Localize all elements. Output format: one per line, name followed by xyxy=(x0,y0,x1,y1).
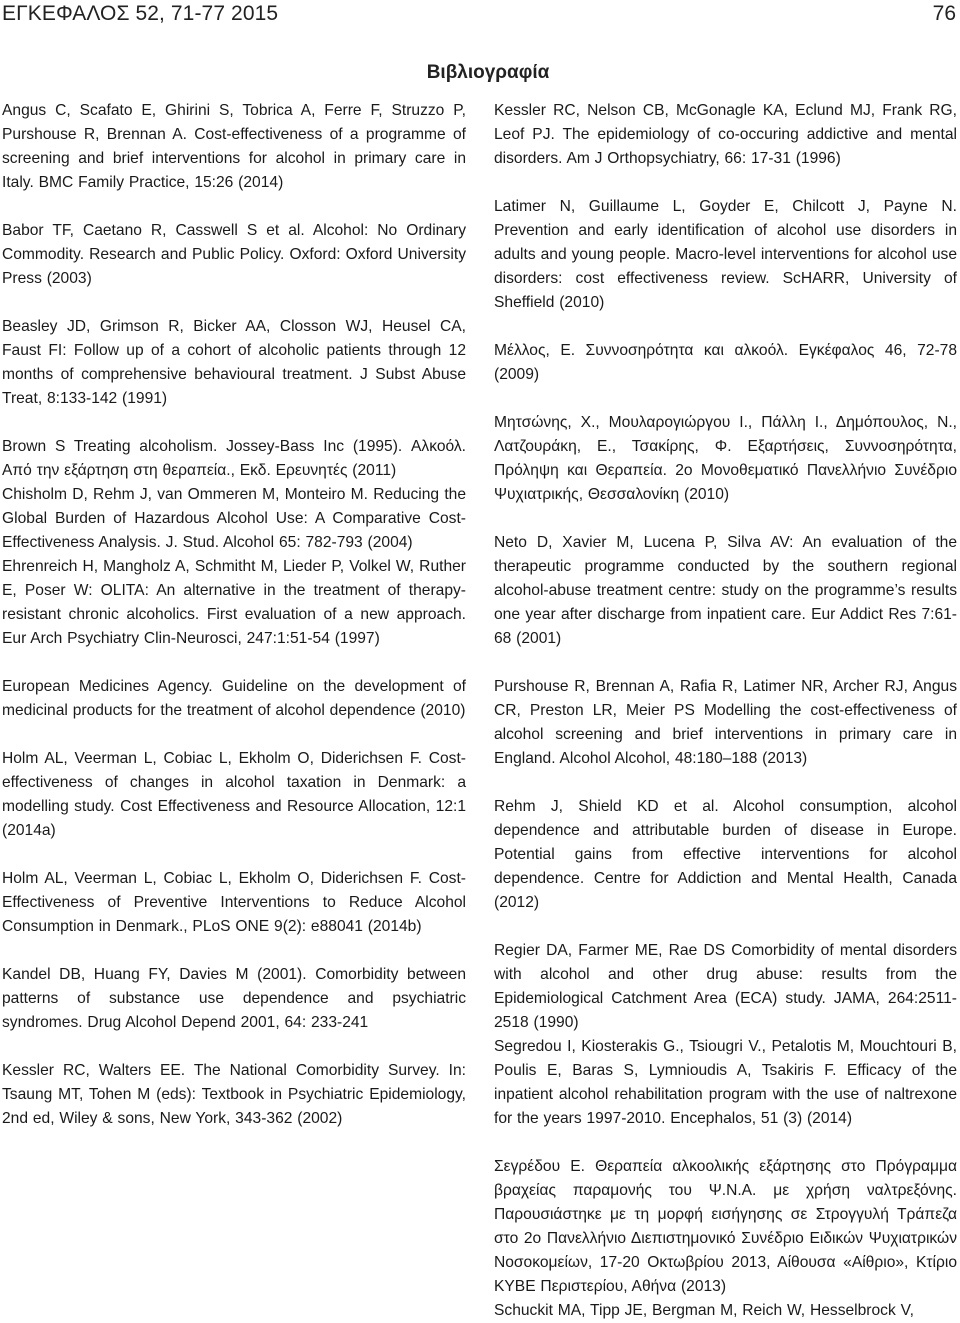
references-right-column xyxy=(494,99,957,1323)
reference-item: Regier DA, Farmer ME, Rae DS Comorbidity of mental disorders with alcohol and other drug abuse: results from the Epidemiological Catchment Area (ECA) study. JAMA, 264:2511-2518 (1990) xyxy=(494,942,957,1031)
reference-item: Kessler RC, Nelson CB, McGonagle KA, Eclund MJ, Frank RG, Leof PJ. The epidemiology of co-occuring addictive and mental disorders. Am J Orthopsychiatry, 66: 17-31 (1996) xyxy=(494,102,957,167)
reference-item: Neto D, Xavier M, Lucena P, Silva AV: An evaluation of the therapeutic programme conducted by the southern regional alcohol-abuse treatment centre: study on the programme’s results one year after discharge from inpatient care. Eur Addict Res 7:61-68 (2001) xyxy=(494,534,957,647)
reference-item: Angus C, Scafato E, Ghirini S, Tobrica A, Ferre F, Struzzo P, Purshouse R, Brennan A. Cost-effectiveness of a programme of screening and brief interventions for alcohol in primary care in Italy. BMC Family Practice, 15:26 (2014) xyxy=(2,102,466,191)
reference-item: Rehm J, Shield KD et al. Alcohol consumption, alcohol dependence and attributable burden of disease in Europe. Potential gains from effective interventions for alcohol dependence. Centre for Addiction and Mental Health, Canada (2012) xyxy=(494,798,957,911)
reference-item: Beasley JD, Grimson R, Bicker AA, Closson WJ, Heusel CA, Faust FI: Follow up of a cohort of alcoholic patients through 12 months of comprehensive behavioural treatment. J Subst Abuse Treat, 8:133-142 (1991) xyxy=(2,318,466,407)
reference-item: European Medicines Agency. Guideline on the development of medicinal products for the treatment of alcohol dependence (2010) xyxy=(2,678,466,719)
reference-item: Purshouse R, Brennan A, Rafia R, Latimer NR, Archer RJ, Angus CR, Preston LR, Meier PS Modelling the cost-effectiveness of alcohol screening and brief interventions in primary care in England. Alcohol Alcohol, 48:180–188 (2013) xyxy=(494,678,957,767)
page-number: 76 xyxy=(932,2,956,25)
reference-item: Segredou I, Kiosterakis G., Tsiougri V., Petalotis M, Mouchtouri B, Poulis E, Baras S, Lymnioudis A, Tsakiris F. Efficacy of the inpatient alcohol rehabilitation program with the use of naltrexone for the years 1997-2010. Encephalos, 51 (3) (2014) xyxy=(494,1038,957,1127)
reference-item: Holm AL, Veerman L, Cobiac L, Ekholm O, Diderichsen F. Cost-effectiveness of changes in alcohol taxation in Denmark: a modelling study. Cost Effectiveness and Resource Allocation, 12:1 (2014a) xyxy=(2,750,466,839)
reference-item: Holm AL, Veerman L, Cobiac L, Ekholm O, Diderichsen F. Cost-Effectiveness of Preventive Interventions to Reduce Alcohol Consumption in Denmark., PLoS ONE 9(2): e88041 (2014b) xyxy=(2,870,466,935)
reference-item: Σεγρέδου Ε. Θεραπεία αλκοολικής εξάρτησης στο Πρόγραμμα βραχείας παραμονής του Ψ.Ν.Α. με χρήση ναλτρεξόνης. Παρουσιάστηκε με τη μορφή εισήγησης σε Στρογγυλή Τράπεζα στο 2ο Πανελλήνιο Διεπιστημονικό Συνέδριο Ειδικών Ψυχιατρικών Νοσοκομείων, 17-20 Οκτωβρίου 2013, Αίθουσα «Αίθριο», Κτίριο ΚΥΒΕ Περιστερίου, Αθήνα (2013) xyxy=(494,1158,957,1295)
reference-item: Ehrenreich H, Mangholz A, Schmitht M, Lieder P, Volkel W, Ruther E, Poser W: OLITA: An alternative in the treatment of therapy-resistant chronic alcoholics. First evaluation of a new approach. Eur Arch Psychiatry Clin-Neurosci, 247:1:51-54 (1997) xyxy=(2,558,466,647)
references-left-column xyxy=(2,99,466,1131)
reference-item: Μητσώνης, Χ., Μουλαρογιώργου Ι., Πάλλη Ι., Δημόπουλος, Ν., Λατζουράκη, Ε., Τσακίρης, Φ. Εξαρτήσεις, Συννοσηρότητα, Πρόληψη και Θεραπεία. 2ο Μονοθεματικό Πανελλήνιο Συνέδριο Ψυχιατρικής, Θεσσαλονίκη (2010) xyxy=(494,414,957,503)
reference-item: Kessler RC, Walters EE. The National Comorbidity Survey. In: Tsaung MT, Tohen M (eds): Textbook in Psychiatric Epidemiology, 2nd ed, Wiley & sons, New York, 343-362 (2002) xyxy=(2,1062,466,1127)
reference-item: Chisholm D, Rehm J, van Ommeren M, Monteiro M. Reducing the Global Burden of Hazardous Alcohol Use: A Comparative Cost-Effectiveness Analysis. J. Stud. Alcohol 65: 782-793 (2004) xyxy=(2,486,466,551)
journal-header: ΕΓΚΕΦΑΛΟΣ 52, 71-77 2015 xyxy=(2,2,279,25)
reference-item: Babor TF, Caetano R, Casswell S et al. Alcohol: No Ordinary Commodity. Research and Public Policy. Oxford: Oxford University Press (2003) xyxy=(2,222,466,287)
reference-item: Brown S Treating alcoholism. Jossey-Bass Inc (1995). Αλκοόλ. Από την εξάρτηση στη θεραπεία., Εκδ. Ερευνητές (2011) xyxy=(2,438,466,479)
reference-item: Kandel DB, Huang FY, Davies M (2001). Comorbidity between patterns of substance use dependence and psychiatric syndromes. Drug Alcohol Depend 2001, 64: 233-241 xyxy=(2,966,466,1031)
reference-item: Μέλλος, Ε. Συννοσηρότητα και αλκοόλ. Εγκέφαλος 46, 72-78 (2009) xyxy=(494,342,957,383)
section-title: Βιβλιογραφία xyxy=(426,62,550,83)
reference-item: Schuckit MA, Tipp JE, Bergman M, Reich W, Hesselbrock V, xyxy=(494,1302,914,1319)
reference-item: Latimer N, Guillaume L, Goyder E, Chilcott J, Payne N. Prevention and early identification of alcohol use disorders in adults and young people. Macro-level interventions for alcohol use disorders: cost effectiveness review. ScHARR, University of Sheffield (2010) xyxy=(494,198,957,311)
